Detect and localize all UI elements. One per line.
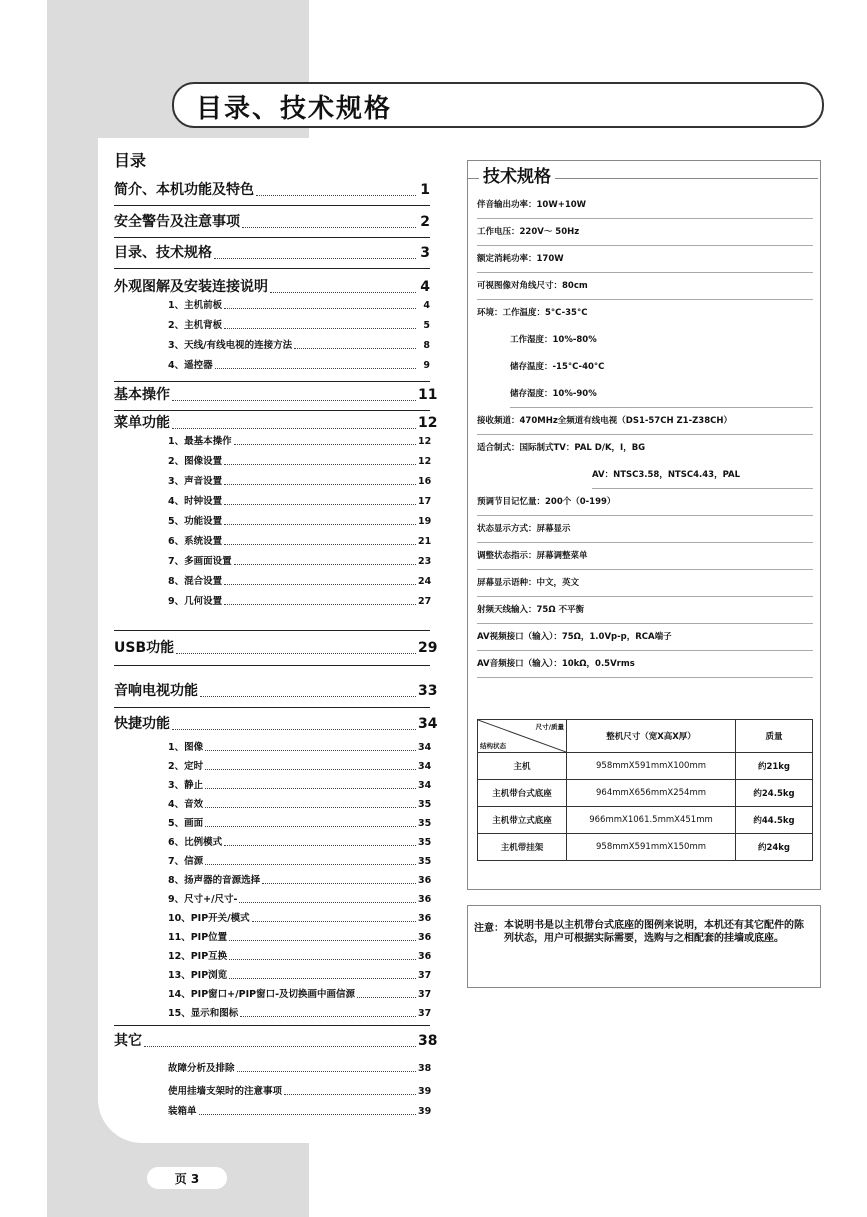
- toc-subentry-label: 2、定时: [168, 761, 204, 772]
- table-corner-cell: [478, 720, 567, 753]
- toc-subentry[interactable]: [168, 968, 430, 983]
- toc-entry[interactable]: [114, 413, 438, 433]
- toc-subentry-page: 35: [418, 837, 432, 848]
- toc-subentry[interactable]: [168, 1084, 430, 1099]
- toc-subentry-label: 5、功能设置: [168, 516, 223, 527]
- table-row: [478, 780, 813, 807]
- toc-subentry-page: 39: [418, 1086, 432, 1097]
- leader-dots: [200, 696, 416, 697]
- spec-row: 调整状态指示：屏幕调整菜单: [477, 543, 813, 570]
- toc-entry-page: 3: [420, 245, 430, 261]
- toc-subentry-label: 装箱单: [168, 1106, 197, 1117]
- toc-subentry-label: 14、PIP窗口+/PIP窗口-及切换画中画信源: [168, 989, 356, 1000]
- toc-subentry-page: 34: [418, 780, 432, 791]
- toc-subentry[interactable]: [168, 594, 430, 609]
- toc-subentry[interactable]: [168, 1104, 430, 1119]
- leader-dots: [172, 428, 416, 429]
- toc-subentry[interactable]: [168, 554, 430, 569]
- toc-subentry[interactable]: [168, 740, 430, 755]
- toc-entry-label: 外观图解及安装连接说明: [114, 279, 268, 295]
- leader-dots: [205, 788, 416, 789]
- specs-heading: 技术规格: [479, 162, 555, 187]
- spec-row: AV视频接口（输入）：75Ω，1.0Vp-p，RCA端子: [477, 624, 813, 651]
- toc-subentry-page: 35: [418, 818, 432, 829]
- leader-dots: [224, 524, 416, 525]
- leader-dots: [224, 308, 416, 309]
- toc-subentry-label: 故障分析及排除: [168, 1063, 235, 1074]
- toc-entry-page: 33: [418, 683, 438, 699]
- note-text: 本说明书是以主机带台式底座的图例来说明，本机还有其它配件的陈列状态，用户可根据实际需要，选购与之相配套的挂墙或底座。: [504, 920, 804, 944]
- toc-entry-label: 快捷功能: [114, 716, 170, 732]
- leader-dots: [284, 1094, 416, 1095]
- toc-subentry-page: 37: [418, 970, 432, 981]
- toc-subentry[interactable]: [168, 574, 430, 589]
- toc-entry[interactable]: [114, 385, 438, 405]
- toc-subentry[interactable]: [168, 474, 430, 489]
- toc-subentry-label: 6、比例模式: [168, 837, 223, 848]
- table-header-size: 整机尺寸（宽X高X厚）: [567, 720, 736, 753]
- toc-subentry-page: 23: [418, 556, 432, 567]
- leader-dots: [224, 464, 416, 465]
- table-cell-weight: 约21kg: [736, 753, 813, 780]
- page-number-tab: [147, 1167, 227, 1189]
- divider: [114, 707, 430, 708]
- toc-subentry-page: 9: [423, 360, 430, 371]
- leader-dots: [234, 564, 416, 565]
- toc-subentry-page: 36: [418, 932, 432, 943]
- leader-dots: [224, 845, 416, 846]
- toc-subentry-page: 12: [418, 456, 432, 467]
- leader-dots: [144, 1046, 416, 1047]
- spec-row: 可视图像对角线尺寸：80cm: [477, 273, 813, 300]
- toc-subentry[interactable]: [168, 835, 430, 850]
- corner-label-top: 尺寸/质量: [535, 723, 564, 731]
- toc-subentry-page: 19: [418, 516, 432, 527]
- toc-subentry[interactable]: [168, 778, 430, 793]
- toc-entry[interactable]: [114, 277, 430, 297]
- note-panel: [467, 905, 821, 988]
- toc-subentry[interactable]: [168, 930, 430, 945]
- toc-subentry[interactable]: [168, 892, 430, 907]
- toc-subentry-label: 使用挂墙支架时的注意事项: [168, 1086, 283, 1097]
- leader-dots: [224, 584, 416, 585]
- divider: [114, 630, 430, 631]
- toc-subentry-label: 8、扬声器的音源选择: [168, 875, 261, 886]
- divider: [114, 410, 430, 411]
- leader-dots: [262, 883, 416, 884]
- toc-subentry-page: 8: [423, 340, 430, 351]
- toc-entry[interactable]: [114, 243, 430, 263]
- toc-subentry-label: 2、图像设置: [168, 456, 223, 467]
- dimension-weight-table: [477, 719, 813, 861]
- toc-subentry-label: 3、天线/有线电视的连接方法: [168, 340, 293, 351]
- table-row: [478, 834, 813, 861]
- table-cell-name: 主机带挂架: [478, 834, 567, 861]
- toc-entry-label: 目录、技术规格: [114, 245, 212, 261]
- leader-dots: [199, 1114, 416, 1115]
- divider: [114, 205, 430, 206]
- spec-row: 工作湿度：10%-80%: [510, 335, 597, 345]
- toc-subentry-label: 13、PIP浏览: [168, 970, 228, 981]
- leader-dots: [214, 258, 416, 259]
- leader-dots: [237, 1071, 416, 1072]
- toc-subentry-page: 39: [418, 1106, 432, 1117]
- table-cell-size: 958mmX591mmX150mm: [567, 834, 736, 861]
- leader-dots: [176, 653, 416, 654]
- toc-subentry-page: 27: [418, 596, 432, 607]
- table-row: [478, 807, 813, 834]
- spec-row: 额定消耗功率：170W: [477, 246, 813, 273]
- leader-dots: [224, 328, 416, 329]
- leader-dots: [229, 959, 416, 960]
- leader-dots: [205, 826, 416, 827]
- toc-subentry-page: 17: [418, 496, 432, 507]
- divider: [114, 1025, 430, 1026]
- table-cell-weight: 约44.5kg: [736, 807, 813, 834]
- toc-entry-label: 音响电视功能: [114, 683, 198, 699]
- table-header-row: [478, 720, 813, 753]
- toc-entry-page: 34: [418, 716, 438, 732]
- toc-subentry[interactable]: [168, 434, 430, 449]
- table-cell-weight: 约24.5kg: [736, 780, 813, 807]
- toc-subentry-page: 38: [418, 1063, 432, 1074]
- toc-subentry[interactable]: [168, 534, 430, 549]
- toc-entry-page: 1: [420, 182, 430, 198]
- toc-subentry-label: 1、主机前板: [168, 300, 223, 311]
- divider: [114, 237, 430, 238]
- toc-entry[interactable]: [114, 714, 438, 734]
- leader-dots: [205, 750, 416, 751]
- toc-subentry-label: 6、系统设置: [168, 536, 223, 547]
- leader-dots: [229, 978, 416, 979]
- toc-subentry-label: 8、混合设置: [168, 576, 223, 587]
- toc-entry-page: 38: [418, 1033, 438, 1049]
- toc-subentry[interactable]: [168, 1006, 430, 1021]
- spec-row: 射频天线输入：75Ω 不平衡: [477, 597, 813, 624]
- page-number: 页 3: [174, 1172, 200, 1186]
- toc-entry-page: 11: [418, 387, 438, 403]
- toc-subentry-page: 35: [418, 856, 432, 867]
- toc-entry[interactable]: [114, 212, 430, 232]
- toc-subentry[interactable]: [168, 514, 430, 529]
- table-cell-weight: 约24kg: [736, 834, 813, 861]
- toc-entry-label: 基本操作: [114, 387, 170, 403]
- leader-dots: [256, 195, 416, 196]
- toc-subentry[interactable]: [168, 797, 430, 812]
- toc-subentry[interactable]: [168, 318, 430, 333]
- toc-entry-page: 12: [418, 415, 438, 431]
- toc-entry-page: 4: [420, 279, 430, 295]
- table-cell-size: 966mmX1061.5mmX451mm: [567, 807, 736, 834]
- table-cell-name: 主机带台式底座: [478, 780, 567, 807]
- toc-entry[interactable]: [114, 180, 430, 200]
- leader-dots: [229, 940, 416, 941]
- toc-subentry-label: 9、尺寸+/尺寸-: [168, 894, 238, 905]
- toc-entry-label: 其它: [114, 1033, 142, 1049]
- spec-row: 预调节目记忆量：200个（0-199）: [477, 489, 813, 516]
- toc-subentry-page: 36: [418, 894, 432, 905]
- toc-subentry-label: 11、PIP位置: [168, 932, 228, 943]
- table-cell-name: 主机带立式底座: [478, 807, 567, 834]
- toc-subentry-label: 15、显示和图标: [168, 1008, 239, 1019]
- spec-row: 屏幕显示语种：中文，英文: [477, 570, 813, 597]
- spec-row: 适合制式：国际制式TV：PAL D/K，I，BG: [477, 443, 646, 453]
- toc-entry-label: 简介、本机功能及特色: [114, 182, 254, 198]
- spec-row: 工作电压：220V～ 50Hz: [477, 219, 813, 246]
- toc-subentry-label: 4、遥控器: [168, 360, 213, 371]
- toc-subentry[interactable]: [168, 854, 430, 869]
- table-row: [478, 753, 813, 780]
- leader-dots: [224, 504, 416, 505]
- toc-subentry[interactable]: [168, 358, 430, 373]
- toc-subentry-page: 16: [418, 476, 432, 487]
- toc-subentry[interactable]: [168, 911, 430, 926]
- toc-entry-label: 安全警告及注意事项: [114, 214, 240, 230]
- toc-subentry[interactable]: [168, 816, 430, 831]
- toc-subentry-page: 24: [418, 576, 432, 587]
- toc-subentry[interactable]: [168, 949, 430, 964]
- table-cell-size: 964mmX656mmX254mm: [567, 780, 736, 807]
- leader-dots: [242, 227, 416, 228]
- toc-subentry-page: 34: [418, 742, 432, 753]
- toc-subentry-label: 12、PIP互换: [168, 951, 228, 962]
- leader-dots: [224, 484, 416, 485]
- note-label: 注意：: [474, 923, 504, 934]
- spec-row: 状态显示方式：屏幕显示: [477, 516, 813, 543]
- leader-dots: [240, 1016, 416, 1017]
- toc-subentry-page: 36: [418, 913, 432, 924]
- spec-row: 储存温度：-15°C-40°C: [510, 362, 605, 372]
- divider: [114, 665, 430, 666]
- toc-entry[interactable]: [114, 681, 438, 701]
- toc-subentry[interactable]: [168, 494, 430, 509]
- leader-dots: [205, 807, 416, 808]
- title-banner: [172, 82, 824, 128]
- spec-row: 接收频道：470MHz全频道有线电视（DS1-57CH Z1-Z38CH）: [477, 408, 813, 435]
- leader-dots: [357, 997, 416, 998]
- divider: [114, 381, 430, 382]
- toc-subentry-label: 4、音效: [168, 799, 204, 810]
- toc-entry[interactable]: [114, 1031, 438, 1051]
- toc-subentry-label: 5、画面: [168, 818, 204, 829]
- toc-subentry[interactable]: [168, 338, 430, 353]
- toc-subentry-label: 3、静止: [168, 780, 204, 791]
- leader-dots: [234, 444, 416, 445]
- toc-subentry[interactable]: [168, 1061, 430, 1076]
- page-title: 目录、技术规格: [196, 94, 393, 124]
- toc-subentry-page: 4: [423, 300, 430, 311]
- toc-subentry-label: 1、最基本操作: [168, 436, 232, 447]
- toc-subentry-page: 36: [418, 951, 432, 962]
- spec-row: 环境：工作温度：5°C-35°C: [477, 308, 588, 318]
- table-cell-size: 958mmX591mmX100mm: [567, 753, 736, 780]
- toc-subentry[interactable]: [168, 298, 430, 313]
- toc-subentry-label: 7、信源: [168, 856, 204, 867]
- table-cell-name: 主机: [478, 753, 567, 780]
- toc-subentry-label: 2、主机背板: [168, 320, 223, 331]
- toc-subentry[interactable]: [168, 759, 430, 774]
- leader-dots: [294, 348, 416, 349]
- leader-dots: [172, 729, 416, 730]
- toc-entry-label: 菜单功能: [114, 415, 170, 431]
- toc-subentry-label: 9、几何设置: [168, 596, 223, 607]
- spec-row: AV音频接口（输入）：10kΩ，0.5Vrms: [477, 651, 813, 678]
- toc-subentry-label: 7、多画面设置: [168, 556, 232, 567]
- toc-entry-label: USB功能: [114, 640, 175, 656]
- table-header-weight: 质量: [736, 720, 813, 753]
- toc-subentry[interactable]: [168, 454, 430, 469]
- toc-subentry-label: 4、时钟设置: [168, 496, 223, 507]
- leader-dots: [172, 400, 416, 401]
- toc-subentry-page: 21: [418, 536, 432, 547]
- leader-dots: [205, 864, 416, 865]
- toc-subentry-page: 35: [418, 799, 432, 810]
- corner-label-bottom: 结构状态: [480, 742, 506, 750]
- toc-subentry-page: 5: [423, 320, 430, 331]
- toc-subentry-page: 12: [418, 436, 432, 447]
- leader-dots: [224, 544, 416, 545]
- toc-entry-page: 2: [420, 214, 430, 230]
- leader-dots: [252, 921, 416, 922]
- divider: [114, 268, 430, 269]
- toc-subentry-label: 10、PIP开关/模式: [168, 913, 250, 924]
- toc-subentry-page: 36: [418, 875, 432, 886]
- toc-entry-page: 29: [418, 640, 438, 656]
- spec-row: 储存湿度：10%-90%: [510, 381, 813, 408]
- toc-subentry[interactable]: [168, 987, 430, 1002]
- toc-subentry[interactable]: [168, 873, 430, 888]
- toc-subentry-page: 34: [418, 761, 432, 772]
- toc-subentry-label: 3、声音设置: [168, 476, 223, 487]
- leader-dots: [224, 604, 416, 605]
- leader-dots: [270, 292, 416, 293]
- toc-subentry-page: 37: [418, 1008, 432, 1019]
- toc-heading: 目录: [114, 151, 147, 170]
- leader-dots: [205, 769, 416, 770]
- toc-entry[interactable]: [114, 638, 438, 658]
- toc-subentry-page: 37: [418, 989, 432, 1000]
- toc-subentry-label: 1、图像: [168, 742, 204, 753]
- leader-dots: [215, 368, 416, 369]
- leader-dots: [239, 902, 416, 903]
- spec-row: AV：NTSC3.58，NTSC4.43，PAL: [592, 462, 813, 489]
- spec-row: 伴音输出功率：10W+10W: [477, 192, 813, 219]
